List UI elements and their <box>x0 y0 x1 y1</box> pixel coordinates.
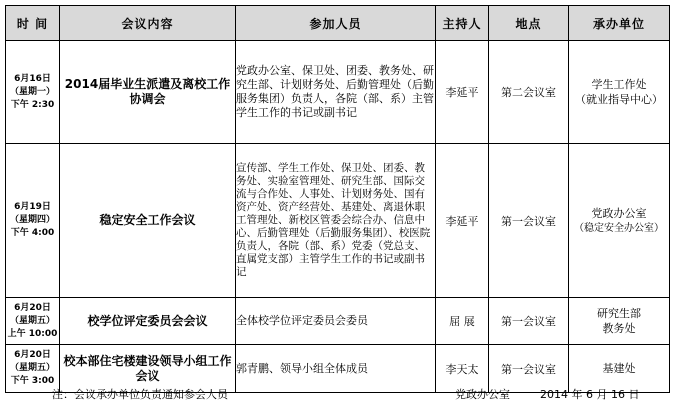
header-location: 地点 <box>489 6 569 41</box>
meeting-time-cell <box>6 144 60 298</box>
meeting-title: 2014届毕业生派遣及离校工作协调会 <box>60 41 236 144</box>
meeting-attendees: 宣传部、学生工作处、保卫处、团委、教务处、实验室管理处、研究生部、国际交流与合作处、人事处、计划财务处、国有资产处、资产经营处、基建处、离退休职工管理处、新校区管委会综合办、信息中心、后勤管理处（后勤服务集团）、校医院负责人，各院（部、系）党委（党总支、直属党支部）主管学生工作的书记或副书记 <box>236 144 436 298</box>
meeting-time: 下午 4:00 <box>10 228 55 238</box>
meeting-organizer-cell <box>569 298 670 345</box>
meeting-organizer-sub: （稳定安全办公室） <box>574 222 664 234</box>
meeting-attendees: 全体校学位评定委员会委员 <box>236 298 436 345</box>
meeting-schedule-table <box>5 5 670 393</box>
header-row <box>6 6 670 41</box>
meeting-organizer-sub: 教务处 <box>602 322 636 335</box>
meeting-date: 6月20日 <box>14 350 51 360</box>
meeting-location: 第二会议室 <box>489 41 569 144</box>
meeting-weekday: （星期五） <box>9 315 55 326</box>
meeting-location: 第一会议室 <box>489 345 569 393</box>
footer-office: 党政办公室 <box>455 388 510 401</box>
header-organizer: 承办单位 <box>569 6 670 41</box>
footer-date: 2014 年 6 月 16 日 <box>540 388 640 401</box>
meeting-time: 下午 3:00 <box>10 376 55 386</box>
meeting-date: 6月19日 <box>14 202 51 212</box>
meeting-organizer: 基建处 <box>602 362 636 375</box>
meeting-attendees: 党政办公室、保卫处、团委、教务处、研究生部、计划财务处、后勤管理处（后勤服务集团）负责人，各院（部、系）主管学生工作的书记或副书记 <box>236 41 436 144</box>
meeting-time-cell <box>6 41 60 144</box>
meeting-title: 校学位评定委员会会议 <box>60 298 236 345</box>
meeting-time: 下午 2:30 <box>10 99 55 110</box>
meeting-title: 稳定安全工作会议 <box>60 144 236 298</box>
meeting-organizer-sub: （就业指导中心） <box>575 93 663 106</box>
meeting-host: 李延平 <box>436 144 489 298</box>
meeting-host: 李延平 <box>436 41 489 144</box>
footer-note: 注：会议承办单位负责通知参会人员 <box>52 388 228 401</box>
meeting-time: 上午 10:00 <box>7 328 58 339</box>
meeting-organizer: 党政办公室 <box>591 206 647 220</box>
header-time: 时 间 <box>6 6 60 41</box>
header-content: 会议内容 <box>60 6 236 41</box>
meeting-host: 屈 展 <box>436 298 489 345</box>
meeting-date: 6月16日 <box>14 73 51 84</box>
meeting-attendees: 郭青鹏、领导小组全体成员 <box>236 345 436 393</box>
meeting-weekday: （星期五） <box>9 363 55 373</box>
meeting-organizer: 研究生部 <box>597 307 641 320</box>
meeting-date: 6月20日 <box>14 302 51 313</box>
table-row <box>6 144 670 298</box>
table-row <box>6 298 670 345</box>
header-host: 主持人 <box>436 6 489 41</box>
meeting-organizer-cell <box>569 144 670 298</box>
meeting-location: 第一会议室 <box>489 144 569 298</box>
meeting-weekday: （星期一） <box>9 86 55 97</box>
header-attendees: 参加人员 <box>236 6 436 41</box>
meeting-time-cell <box>6 298 60 345</box>
meeting-title: 校本部住宅楼建设领导小组工作会议 <box>60 345 236 393</box>
meeting-location: 第一会议室 <box>489 298 569 345</box>
meeting-organizer: 学生工作处 <box>591 78 647 91</box>
meeting-weekday: （星期四） <box>9 215 55 225</box>
meeting-host: 李天太 <box>436 345 489 393</box>
table-row <box>6 41 670 144</box>
meeting-organizer-cell <box>569 41 670 144</box>
